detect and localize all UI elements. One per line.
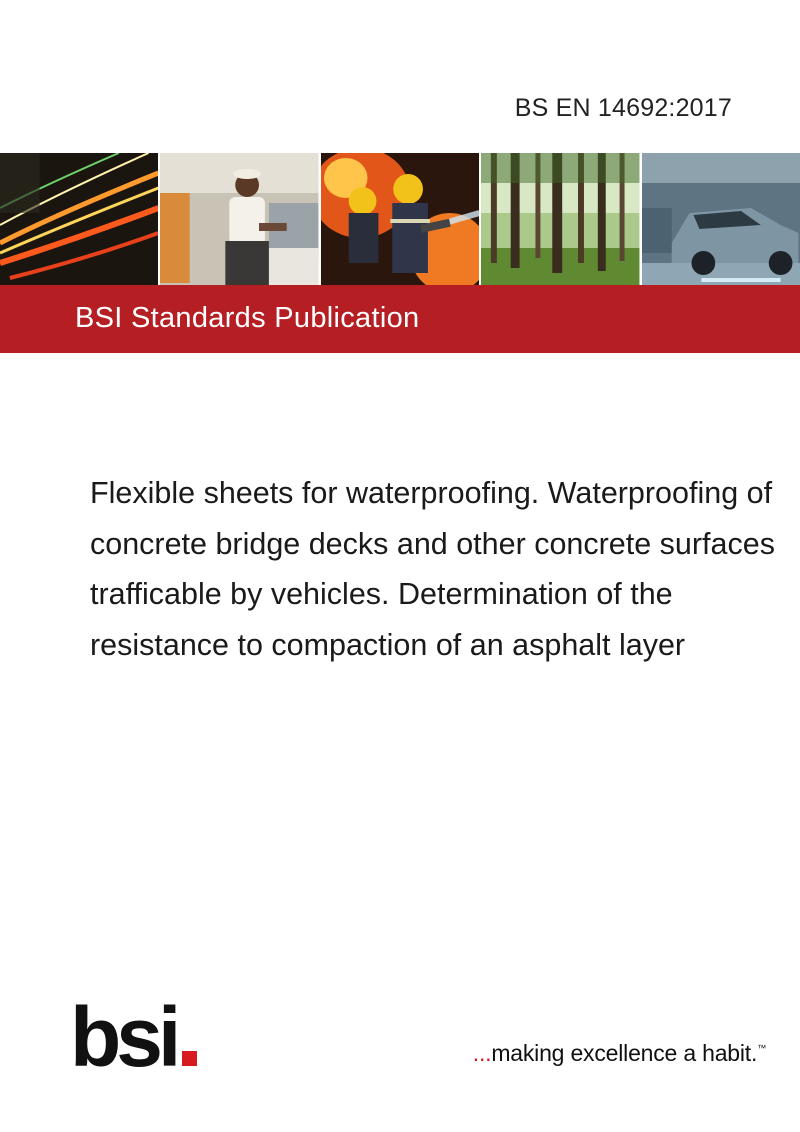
banner-label: BSI Standards Publication [75,302,420,334]
logo-dot-icon [182,1051,197,1066]
car-production-photo [640,153,800,285]
publication-banner [0,285,800,353]
tagline-text: making excellence a habit. [491,1040,758,1066]
photo-strip [0,153,800,285]
light-trails-photo [0,153,158,285]
logo-text: bsi [70,990,177,1084]
factory-worker-photo [158,153,318,285]
document-title: Flexible sheets for waterproofing. Waterproofing of concrete bridge decks and other concrete surfaces trafficable by vehicles. Determination of the resistance to compaction of an asphalt layer [90,476,775,662]
forest-photo [479,153,639,285]
standard-number: BS EN 14692:2017 [514,94,732,122]
trademark-icon: ™ [757,1043,766,1053]
tagline [473,1040,766,1067]
tagline-ellipsis: ... [472,1040,492,1066]
bsi-logo [70,990,197,1084]
firefighters-photo [319,153,479,285]
